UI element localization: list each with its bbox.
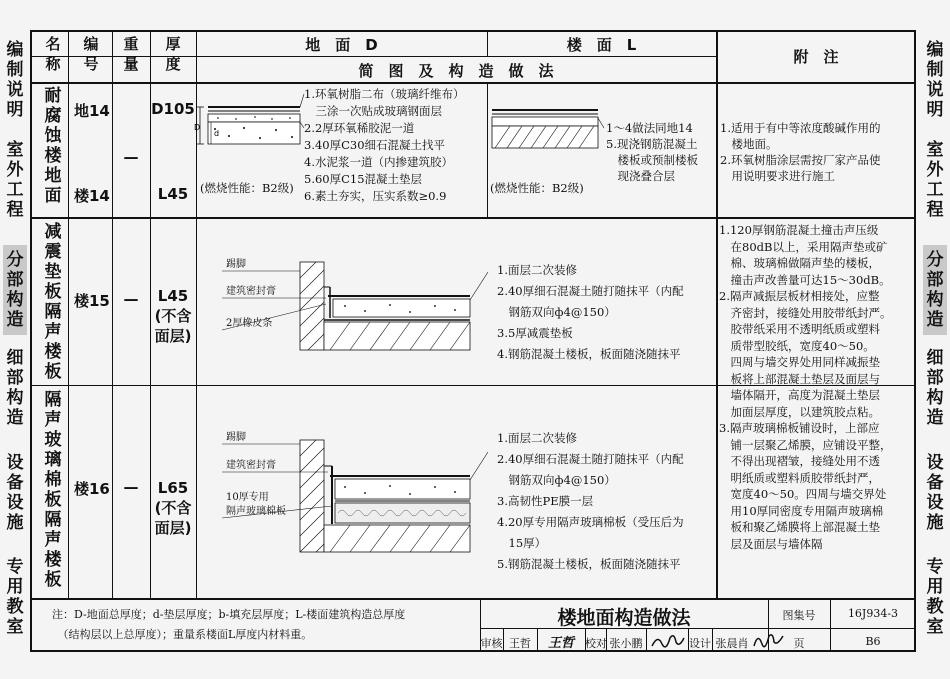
row3-label-glasswool: 隔声玻璃棉板 — [226, 506, 286, 517]
page-label: 页 — [793, 637, 805, 650]
remark-line: 用说明要求进行施工 — [720, 169, 835, 183]
remark-line: 加面层厚度，以建筑胶点粘。 — [719, 404, 880, 419]
page-number: B6 — [865, 635, 881, 648]
side-tab-char: 专 — [926, 557, 944, 577]
row3-code: 楼16 — [74, 480, 110, 498]
side-tab-char: 程 — [6, 200, 24, 220]
side-tab-char: 造 — [926, 310, 944, 330]
side-tab-char: 部 — [926, 367, 944, 388]
name-char: 地 — [44, 166, 62, 186]
row3-label-skirting: 踢脚 — [226, 432, 246, 443]
row2-label-rubber: 2厚橡皮条 — [226, 318, 273, 329]
thick-line: (不含 — [154, 307, 192, 325]
side-tab-char: 明 — [6, 100, 24, 120]
side-tab-char: 设 — [926, 452, 944, 473]
side-tab-char: 室 — [6, 140, 24, 160]
name-char: 声 — [44, 410, 62, 430]
remark-line: 宽度40～50。四周与墙交界处 — [719, 487, 887, 501]
side-tab-char: 室 — [926, 140, 944, 160]
side-tab-char: 程 — [926, 200, 944, 220]
remark-line: 1.120厚钢筋混凝土撞击声压级 — [719, 223, 879, 237]
row1-floor-fire: (燃烧性能：B2级) — [490, 181, 584, 195]
header-section: 简 图 及 构 造 做 法 — [358, 62, 554, 80]
name-char: 隔 — [44, 510, 62, 530]
remark-line: 不得出现褶皱，接缝处用不透 — [719, 454, 880, 468]
layer-line: 三涂一次贴成玻璃钢面层 — [304, 104, 442, 118]
check-signature — [652, 636, 684, 647]
name-char: 面 — [44, 186, 62, 206]
layer-line: 2.2厚环氧稀胶泥一道 — [304, 121, 415, 135]
name-char: 耐 — [44, 86, 62, 106]
side-tab-char: 制 — [6, 60, 24, 80]
layer-line: 1.面层二次装修 — [497, 431, 577, 445]
name-char: 声 — [44, 322, 62, 342]
layer-line: 1.环氧树脂二布（玻璃纤维布） — [304, 87, 465, 101]
layer-line: 3.高韧性PE膜一层 — [497, 494, 594, 508]
row2-weight: — — [123, 290, 139, 308]
atlas-number: 16J934-3 — [847, 607, 899, 620]
side-tab-char: 细 — [6, 347, 24, 368]
row3-label-sealant: 建筑密封膏 — [226, 460, 276, 471]
header-floor: 楼 面 L — [566, 36, 637, 54]
name-char: 震 — [44, 242, 62, 262]
layer-line: 6.素土夯实，压实系数≥0.9 — [304, 189, 447, 203]
side-tab-char: 编 — [926, 40, 944, 60]
header-thickness: 厚 度 — [165, 35, 181, 73]
thick-line: (不含 — [154, 499, 192, 517]
remark-line: 2.环氧树脂涂层需按厂家产品使 — [720, 153, 881, 167]
side-tab-char: 部 — [926, 270, 944, 290]
name-char: 隔 — [44, 302, 62, 322]
side-tab-char: 外 — [6, 160, 24, 180]
footer-note-line1: 注：D-地面总厚度；d-垫层厚度；b-填充层厚度；L-楼面建筑构造总厚度 — [52, 608, 406, 621]
remark-line: 铺一层聚乙烯膜，应铺设平整， — [719, 437, 892, 452]
header-remarks: 附 注 — [793, 48, 839, 66]
remark-line: 质带型胶纸，宽度40～50。 — [719, 338, 875, 353]
name-char: 声 — [44, 530, 62, 550]
row2-label-sealant: 建筑密封膏 — [226, 286, 276, 297]
header-name: 名 称 — [45, 35, 61, 73]
remark-line: 撞击声改善量可达15～30dB。 — [719, 272, 891, 287]
name-char: 板 — [44, 362, 62, 382]
header-ground: 地 面 D — [305, 36, 378, 54]
side-tab-char: 用 — [926, 577, 944, 597]
name-char: 楼 — [44, 146, 62, 166]
side-tab-char: 部 — [6, 270, 24, 290]
side-tab-char: 设 — [6, 492, 24, 513]
layer-line: 现浇叠合层 — [606, 169, 675, 183]
layer-line: 15厚） — [497, 536, 547, 550]
side-tab-char: 备 — [926, 472, 944, 493]
layer-line: 3.5厚减震垫板 — [497, 326, 573, 340]
side-tab-char: 分 — [6, 250, 24, 270]
layer-line: 1～4做法同地14 — [606, 121, 693, 135]
row1-code-ground: 地14 — [74, 102, 110, 120]
side-tab-char: 专 — [6, 557, 24, 577]
name-char: 板 — [44, 490, 62, 510]
side-tab-char: 施 — [6, 512, 24, 533]
dim-D-label: D — [194, 123, 201, 132]
remark-line: 明纸质或塑料质胶带纸封严， — [719, 470, 880, 485]
side-tab-char: 外 — [926, 160, 944, 180]
footer-note-line2: （结构层以上总厚度）；重量系楼面L厚度内材料重。 — [52, 628, 313, 641]
name-char: 玻 — [44, 430, 62, 450]
thick-line: 面层) — [154, 519, 192, 537]
name-char: 楼 — [44, 342, 62, 362]
row1-weight: — — [123, 148, 139, 166]
remark-line: 板将上部混凝土垫层及面层与 — [719, 371, 880, 386]
layer-line: 2.40厚细石混凝土随打随抹平（内配 — [497, 284, 684, 298]
side-tab-char: 构 — [926, 387, 944, 408]
name-char: 棉 — [44, 470, 62, 490]
review-name: 王哲 — [509, 637, 531, 650]
side-tab-char: 细 — [926, 347, 944, 368]
drawing-title: 楼地面构造做法 — [557, 607, 691, 629]
atlas-label: 图集号 — [782, 609, 816, 622]
row2-code: 楼15 — [74, 292, 110, 310]
name-char: 隔 — [44, 390, 62, 410]
side-tab-char: 室 — [6, 617, 24, 637]
layer-line: 4.20厚专用隔声玻璃棉板（受压后为 — [497, 515, 684, 529]
name-char: 板 — [44, 570, 62, 590]
layer-line: 钢筋双向ф4@150） — [497, 473, 616, 487]
row3-weight: — — [123, 478, 139, 496]
side-tab-char: 用 — [6, 577, 24, 597]
name-char: 减 — [44, 222, 62, 242]
thick-line: 面层) — [154, 327, 192, 345]
side-tab-char: 说 — [6, 80, 24, 100]
design-signature — [754, 635, 783, 647]
side-tab-char: 教 — [6, 597, 24, 617]
side-tab-char: 造 — [6, 407, 24, 428]
side-tab-char: 构 — [6, 387, 24, 408]
name-char: 蚀 — [44, 126, 62, 146]
review-label: 审核 — [480, 637, 503, 650]
side-tab-char: 分 — [926, 250, 944, 270]
header-code: 编 号 — [83, 35, 99, 73]
remark-line: 在80dB以上，采用隔声垫或矿 — [719, 239, 888, 254]
layer-line: 楼板或预制楼板 — [606, 153, 698, 167]
side-tab-char: 构 — [926, 290, 944, 310]
layer-line: 钢筋双向ф4@150） — [497, 305, 616, 319]
remark-line: 四周与墙交界处用同样减振垫 — [719, 355, 880, 369]
layer-line: 1.面层二次装修 — [497, 263, 577, 277]
row3-label-special: 10厚专用 — [226, 492, 269, 503]
remark-line: 3.隔声玻璃棉板铺设时，上部应 — [719, 421, 880, 435]
name-char: 垫 — [44, 262, 62, 282]
layer-line: 4.钢筋混凝土楼板，板面随浇随抹平 — [497, 347, 681, 361]
side-tab-char: 备 — [6, 472, 24, 493]
remark-line: 胶带纸采用不透明纸质或塑料 — [719, 322, 880, 336]
remark-line: 2.隔声减振层板材相接处，应整 — [719, 289, 880, 303]
layer-line: 2.40厚细石混凝土随打随抹平（内配 — [497, 452, 684, 466]
remark-line: 层及面层与墙体隔 — [719, 536, 823, 551]
remark-line: 楼地面。 — [720, 137, 778, 151]
row2-label-skirting: 踢脚 — [226, 259, 246, 270]
check-label: 校对 — [585, 637, 607, 650]
side-tab-char: 设 — [6, 452, 24, 473]
side-tab-char: 构 — [6, 290, 24, 310]
side-tab-char: 教 — [926, 597, 944, 617]
remark-line: 用10厚同密度专用隔声玻璃棉 — [719, 503, 884, 518]
side-tab-char: 说 — [926, 80, 944, 100]
design-name: 张晨肖 — [715, 637, 749, 650]
name-char: 楼 — [44, 550, 62, 570]
layer-line: 5.60厚C15混凝土垫层 — [304, 172, 423, 186]
row1-code-floor: 楼14 — [74, 187, 110, 205]
name-char: 板 — [44, 282, 62, 302]
review-signature: 王哲 — [547, 636, 574, 651]
row1-thick-floor: L45 — [157, 185, 189, 203]
side-tab-char: 工 — [6, 180, 24, 200]
row1-ground-fire: (燃烧性能：B2级) — [200, 181, 294, 195]
remark-line: 齐密封，接缝处用胶带纸封严。 — [719, 305, 892, 320]
side-tab-char: 造 — [926, 407, 944, 428]
dim-d-label: d — [214, 129, 220, 138]
check-name: 张小鹏 — [609, 637, 643, 650]
row1-thick-ground: D105 — [151, 100, 195, 118]
remark-line: 1.适用于有中等浓度酸碱作用的 — [720, 121, 881, 135]
remark-line: 棉、玻璃棉做隔声垫的楼板， — [719, 256, 880, 270]
side-tab-char: 制 — [926, 60, 944, 80]
name-char: 腐 — [44, 106, 62, 126]
layer-line: 3.40厚C30细石混凝土找平 — [304, 138, 446, 152]
layer-line: 4.水泥浆一道（内掺建筑胶） — [304, 155, 453, 169]
name-char: 璃 — [44, 450, 62, 470]
side-tab-char: 明 — [926, 100, 944, 120]
layer-line: 5.钢筋混凝土楼板，板面随浇随抹平 — [497, 557, 681, 571]
side-tab-char: 部 — [6, 367, 24, 388]
side-tab-char: 室 — [926, 617, 944, 637]
layer-line: 5.现浇钢筋混凝土 — [606, 137, 698, 151]
side-tab-char: 工 — [926, 180, 944, 200]
thick-line: L65 — [157, 479, 189, 497]
side-tab-char: 编 — [6, 40, 24, 60]
side-tab-char: 设 — [926, 492, 944, 513]
thick-line: L45 — [157, 287, 189, 305]
remark-line: 板和聚乙烯膜将上部混凝土垫 — [719, 520, 880, 534]
remark-line: 墙体隔开，高度为混凝土垫层 — [719, 388, 880, 402]
side-tab-char: 施 — [926, 512, 944, 533]
design-label: 设计 — [689, 637, 711, 650]
header-weight: 重 量 — [123, 35, 139, 73]
side-tab-char: 造 — [6, 310, 24, 330]
